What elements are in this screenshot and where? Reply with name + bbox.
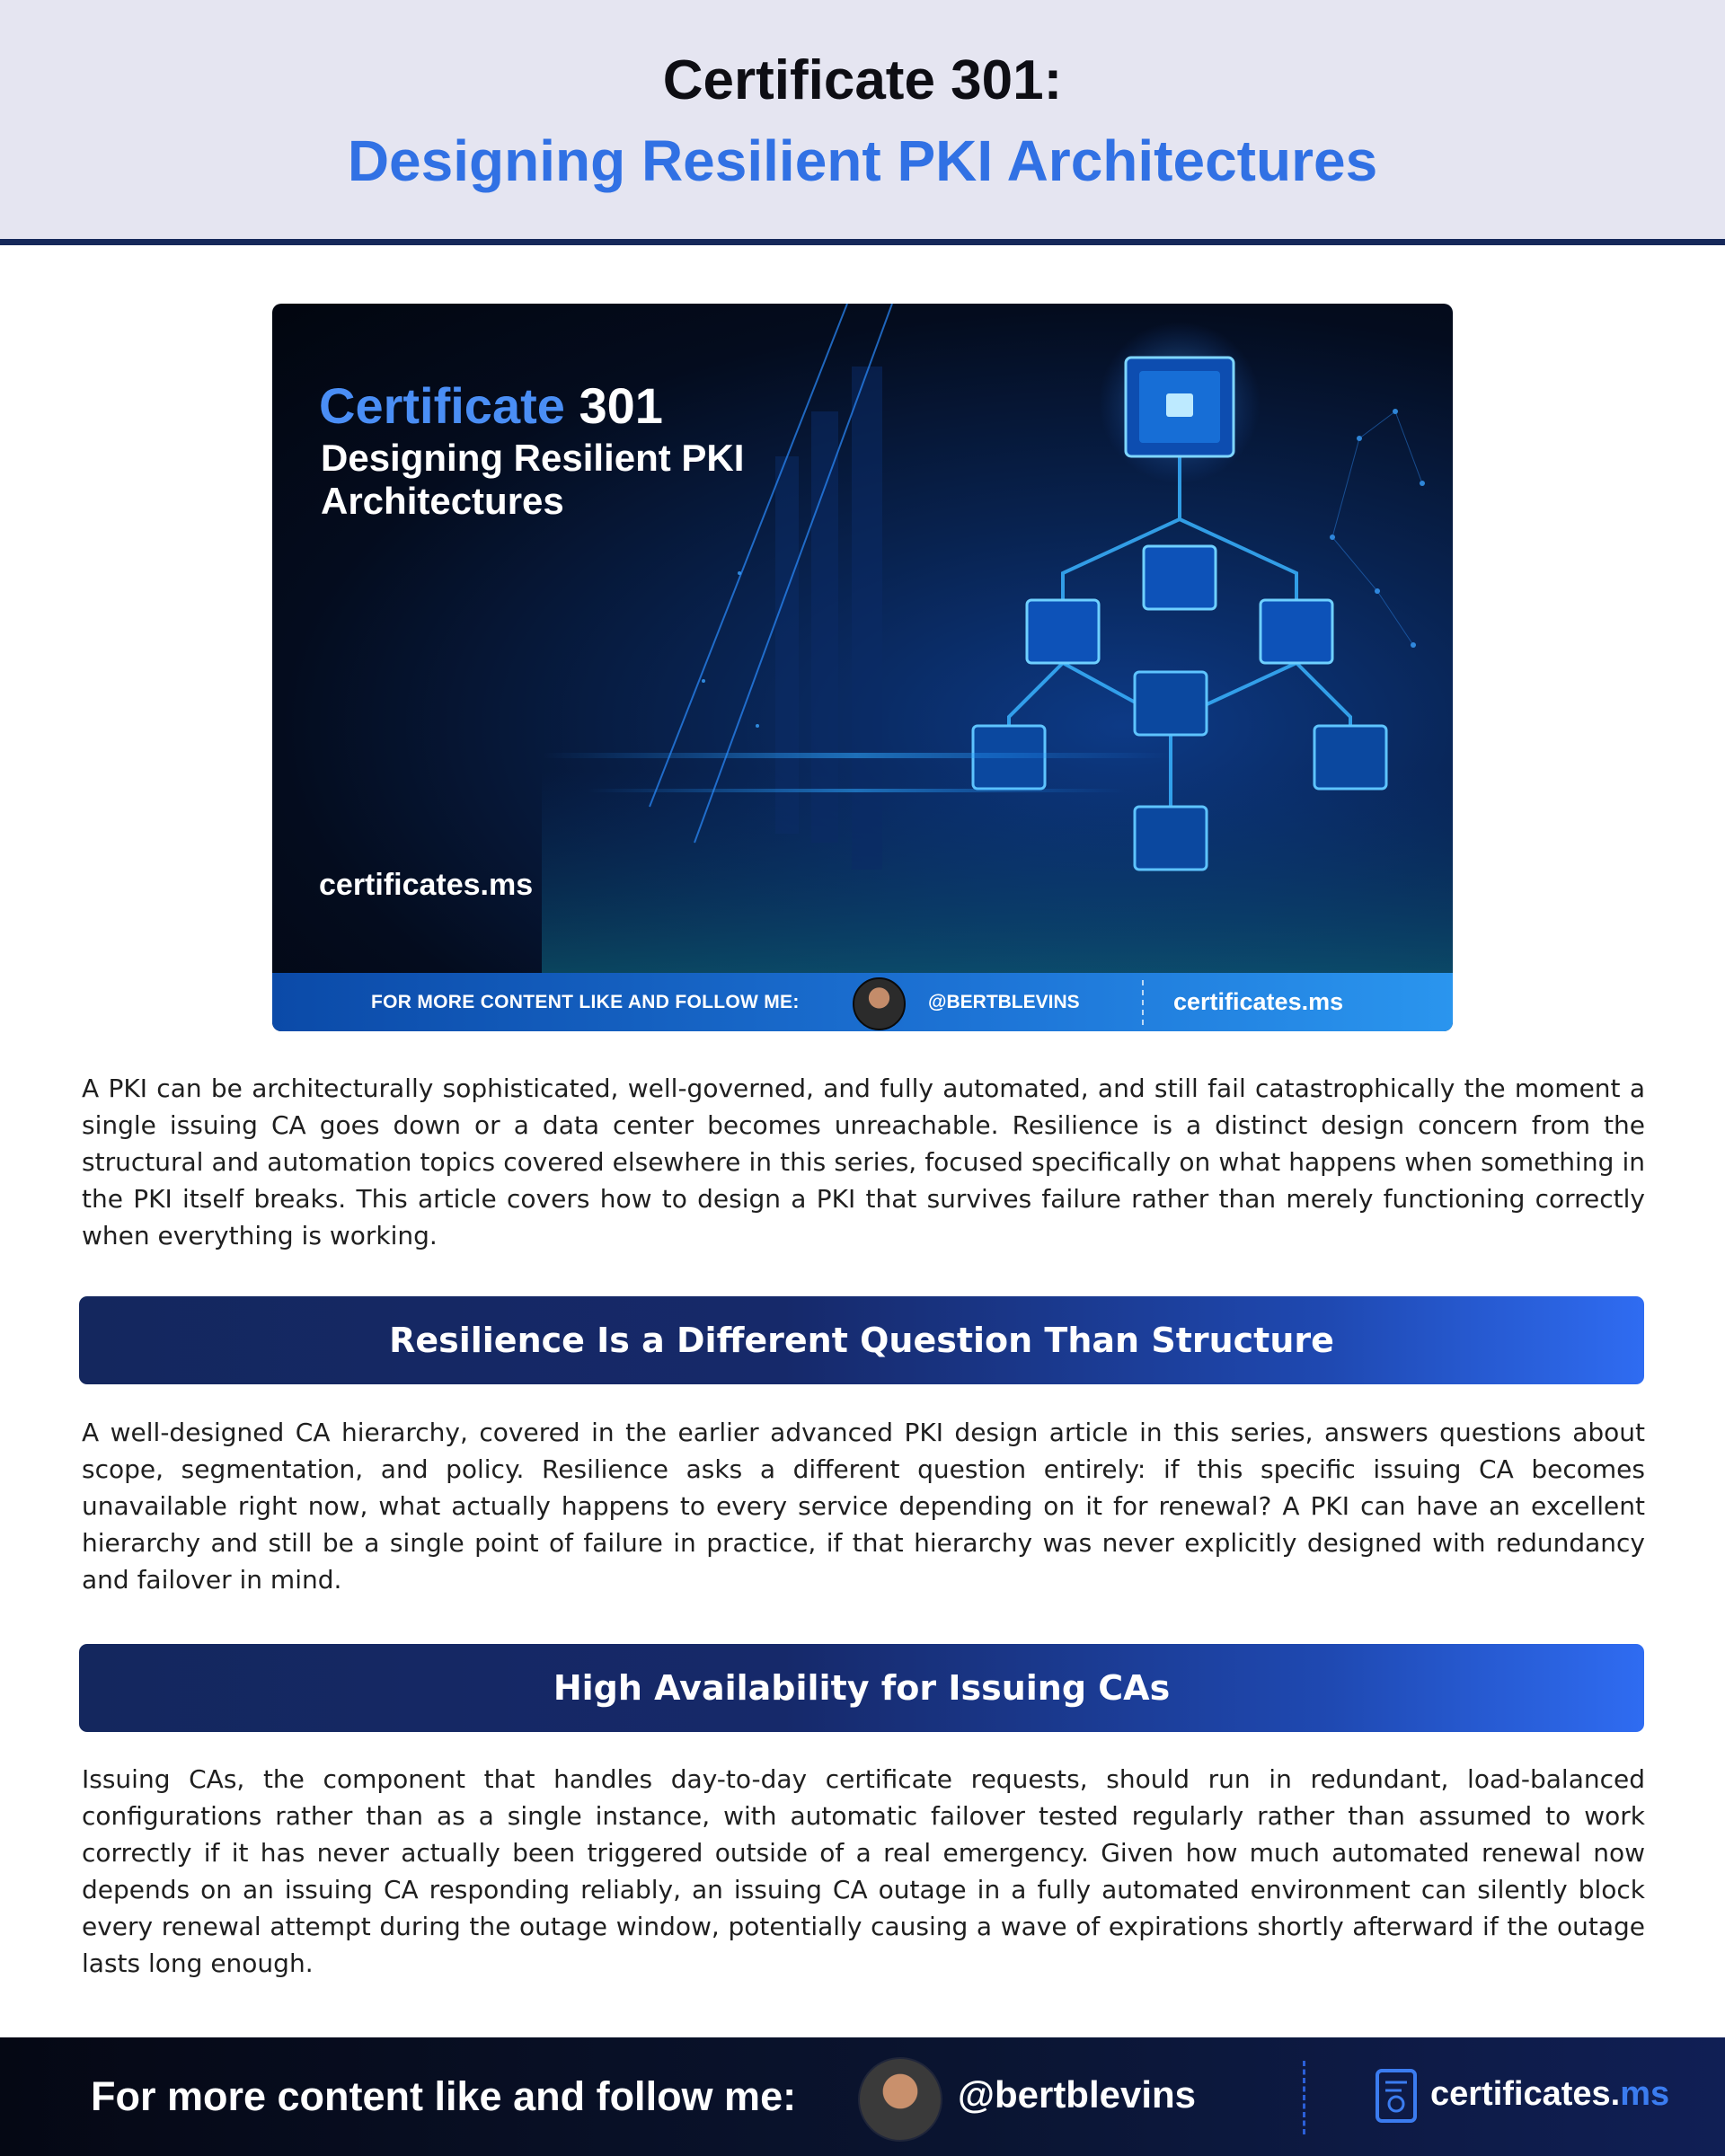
footer-brand [1430,2075,1669,2114]
intro-paragraph: A PKI can be architecturally sophisticated, well-governed, and fully automated, and still fail catastrophically the moment a single issuing CA goes down or a data center becomes unreachable. Resilience is a distinct design concern from the structural and automation topics covered elsewhere in this series, focused specifically on what happens when something in the PKI itself breaks. This article covers how to design a PKI that survives failure rather than merely functioning correctly when everything is working. [82,1074,1645,1250]
hero-title-part2: 301 [579,377,663,434]
footer-follow-text: For more content like and follow me: [91,2073,797,2119]
hero-banner [272,304,1453,1031]
page-footer [0,2037,1725,2156]
section-body-high-availability: Issuing CAs, the component that handles day-to-day certificate requests, should run in redundant, load-balanced configurations rather than as a single instance, with automatic failover tested regularly rather than assumed to work correctly if it has never actually been triggered outside of a real emergency. Given how much automated renewal now depends on an issuing CA responding reliably, an issuing CA outage in a fully automated environment can silently block every renewal attempt during the outage window, potentially causing a wave of expirations shortly afterward if the outage lasts long enough. [82,1764,1645,1978]
page-subtitle: Designing Resilient PKI Architectures [347,128,1378,193]
footer-brand-main: certificates. [1430,2075,1621,2113]
hero-title [319,377,663,435]
footer-divider [1303,2061,1305,2134]
footer-avatar [858,2057,942,2142]
section-heading-high-availability: High Availability for Issuing CAs [79,1644,1644,1732]
hero-subtitle: Designing Resilient PKI Architectures [321,437,745,522]
hero-brand-logo: certificates.ms [319,868,534,902]
section-heading-resilience: Resilience Is a Different Question Than Structure [79,1296,1644,1384]
hero-follow-strip [272,973,1453,1031]
page-title: Certificate 301: [662,49,1063,111]
root-ca-cube [1099,322,1261,483]
certificate-shield-icon [1375,2068,1418,2124]
section-body-resilience: A well-designed CA hierarchy, covered in the earlier advanced PKI design article in this series, answers questions about scope, segmentation, and policy. Resilience asks a different question entirely: if this specific issuing CA becomes unavailable right now, what actually happens to every service depending on it for renewal? A PKI can have an excellent hierarchy and still be a single point of failure in practice, if that hierarchy was never explicitly designed with redundancy and failover in mind. [82,1418,1645,1595]
hero-title-part1: Certificate [319,377,565,434]
strip-handle: @BERTBLEVINS [928,992,1080,1012]
footer-handle: @bertblevins [958,2073,1197,2116]
strip-brand: certificates.ms [1173,988,1344,1015]
page-header [0,0,1725,245]
strip-divider [1142,980,1144,1025]
strip-follow-text: FOR MORE CONTENT LIKE AND FOLLOW ME: [371,992,800,1012]
footer-brand-tld: ms [1620,2075,1670,2113]
strip-avatar [853,977,906,1030]
